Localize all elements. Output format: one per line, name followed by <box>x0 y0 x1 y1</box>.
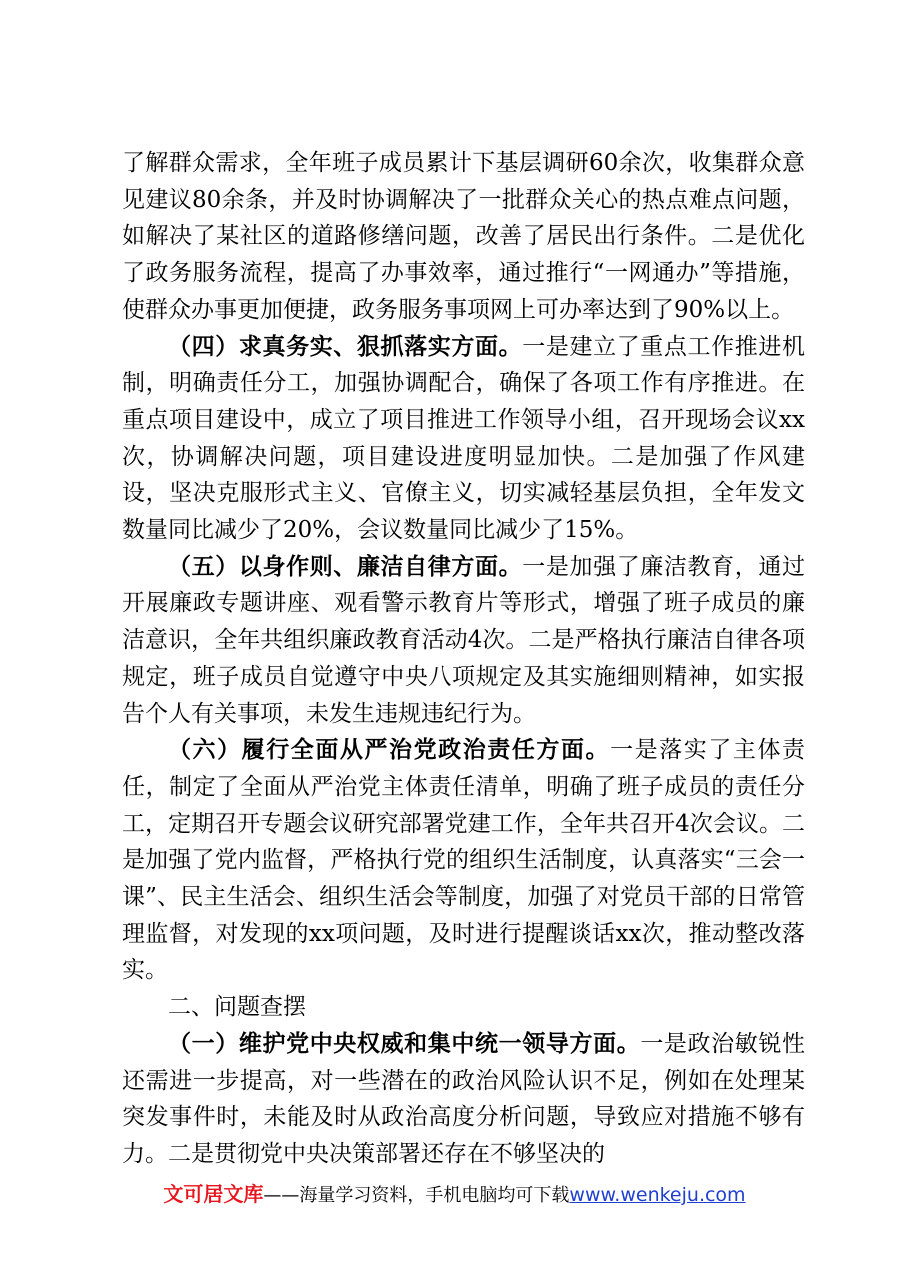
paragraph-text: 一是建立了重点工作推进机制，明确责任分工，加强协调配合，确保了各项工作有序推进。在重点项目建设中，成立了项目推进工作领导小组，召开现场会议xx次，协调解决问题，项目建设进度明显加快。二是加强了作风建设，坚决克服形式主义、官僚主义，切实减轻基层负担，全年发文数量同比减少了20%，会议数量同比减少了15%。 <box>122 333 806 544</box>
document-body <box>122 145 805 1173</box>
paragraph-text: 一是加强了廉洁教育，通过开展廉政专题讲座、观看警示教育片等形式，增强了班子成员的廉洁意识，全年共组织廉政教育活动4次。二是严格执行廉洁自律各项规定，班子成员自觉遵守中央八项规定及其实施细则精神，如实报告个人有关事项，未发生违规违纪行为。 <box>122 553 806 727</box>
paragraph-text: 了解群众需求，全年班子成员累计下基层调研60余次，收集群众意见建议80余条，并及时协调解决了一批群众关心的热点难点问题，如解决了某社区的道路修缮问题，改善了居民出行条件。二是优化了政务服务流程，提高了办事效率，通过推行“一网通办”等措施，使群众办事更加便捷，政务服务事项网上可办率达到了90%以上。 <box>122 150 805 323</box>
paragraph-text: 一是政治敏锐性还需进一步提高，对一些潜在的政治风险认识不足，例如在处理某突发事件时，未能及时从政治高度分析问题，导致应对措施不够有力。二是贯彻党中央决策部署还存在不够坚决的 <box>122 1030 806 1167</box>
paragraph-lead: （一）维护党中央权威和集中统一领导方面。 <box>168 1029 641 1057</box>
footer-brand: 文可居文库 <box>163 1182 264 1206</box>
footer-website-link[interactable]: www.wenkeju.com <box>569 1184 746 1206</box>
paragraph-lead: （五）以身作则、廉洁自律方面。 <box>168 552 523 580</box>
paragraph-text: 一是落实了主体责任，制定了全面从严治党主体责任清单，明确了班子成员的责任分工，定期召开专题会议研究部署党建工作，全年共召开4次会议。二是加强了党内监督，严格执行党的组织生活制度，认真落实“三会一课”、民主生活会、组织生活会等制度，加强了对党员干部的日常管理监督，对发现的xx项问题，及时进行提醒谈话xx次，推动整改落实。 <box>122 737 806 984</box>
paragraph-problem-1 <box>122 1026 805 1173</box>
paragraph-section-6 <box>122 732 805 989</box>
section-heading: 二、问题查摆 <box>168 994 306 1021</box>
paragraph-lead: （六）履行全面从严治党政治责任方面。 <box>168 736 611 764</box>
paragraph-section-4 <box>122 329 805 549</box>
footer-banner <box>0 1180 909 1210</box>
paragraph-section-5 <box>122 549 805 733</box>
paragraph-continued <box>122 145 805 329</box>
paragraph-lead: （四）求真务实、狠抓落实方面。 <box>168 332 523 360</box>
footer-tagline: ——海量学习资料，手机电脑均可下载 <box>263 1185 570 1206</box>
